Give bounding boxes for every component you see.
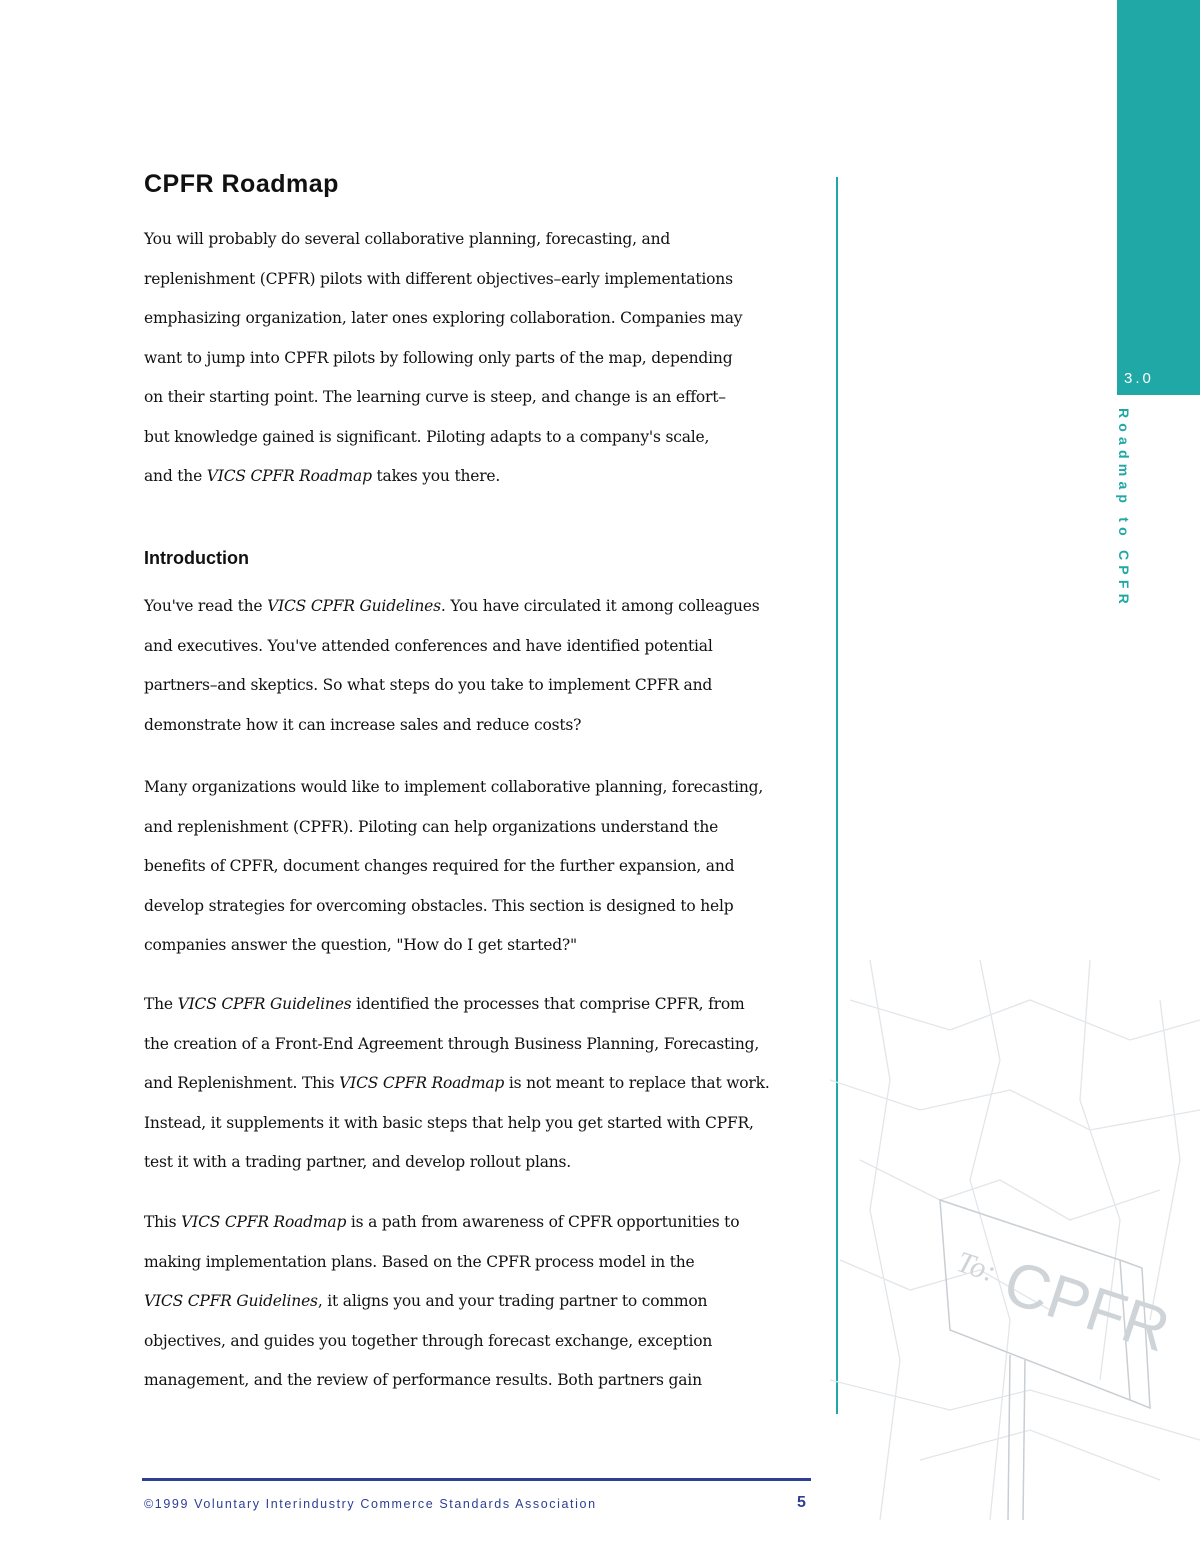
intro-paragraph	[144, 220, 742, 497]
text-line: benefits of CPFR, document changes required for the further expansion, and	[144, 857, 735, 875]
text-segment: is not meant to replace that work.	[504, 1074, 770, 1092]
text-line: emphasizing organization, later ones exploring collaboration. Companies may	[144, 309, 743, 327]
text-line: making implementation plans. Based on the CPFR process model in the	[144, 1252, 695, 1271]
page-number: 5	[797, 1494, 806, 1511]
text-line	[144, 1064, 770, 1104]
text-line: demonstrate how it can increase sales and reduce costs?	[144, 715, 582, 734]
text-segment: The	[144, 995, 178, 1013]
text-line: replenishment (CPFR) pilots with different objectives–early implementations	[144, 269, 733, 288]
text-line	[144, 1203, 739, 1243]
text-line: and executives. You've attended conferences and have identified potential	[144, 636, 713, 655]
sign-prefix-text: To:	[952, 1245, 1001, 1289]
text-line	[144, 1282, 739, 1322]
text-line: objectives, and guides you together through forecast exchange, exception	[144, 1331, 713, 1350]
text-line: You will probably do several collaborative planning, forecasting, and	[144, 230, 671, 248]
text-line	[144, 457, 742, 497]
text-line	[144, 985, 770, 1025]
text-segment: You have circulated it among colleagues	[445, 597, 760, 615]
text-segment: You've read the	[144, 597, 268, 615]
text-line: Many organizations would like to implement collaborative planning, forecasting,	[144, 778, 764, 796]
footer-rule	[142, 1478, 811, 1481]
italic-title: VICS CPFR Guidelines	[144, 1292, 318, 1310]
italic-title: VICS CPFR Guidelines	[177, 995, 352, 1013]
italic-title: VICS CPFR Roadmap	[206, 467, 372, 485]
paragraph-4	[144, 985, 770, 1183]
text-segment: takes you there.	[371, 467, 501, 485]
text-line: companies answer the question, "How do I get started?"	[144, 936, 577, 954]
text-segment: is a path from awareness of CPFR opportunities to	[346, 1213, 740, 1231]
text-segment: identified the processes that comprise CPFR, from	[351, 995, 745, 1013]
paragraph-3	[144, 768, 763, 966]
sign-main-text: CPFR	[995, 1247, 1178, 1366]
text-line	[144, 587, 760, 627]
section-number: 3.0	[1124, 370, 1154, 387]
italic-title: VICS CPFR Roadmap	[339, 1074, 505, 1092]
text-line: management, and the review of performance results. Both partners gain	[144, 1371, 702, 1389]
text-line: test it with a trading partner, and develop rollout plans.	[144, 1153, 572, 1171]
text-line: Instead, it supplements it with basic steps that help you get started with CPFR,	[144, 1113, 754, 1132]
text-line: and replenishment (CPFR). Piloting can help organizations understand the	[144, 817, 719, 836]
page-title: CPFR Roadmap	[144, 170, 339, 198]
text-line: the creation of a Front-End Agreement through Business Planning, Forecasting,	[144, 1034, 760, 1053]
italic-title: VICS CPFR Guidelines.	[267, 597, 446, 615]
map-watermark	[830, 960, 1200, 1520]
paragraph-2	[144, 587, 760, 745]
paragraph-5	[144, 1203, 739, 1401]
text-segment: , it aligns you and your trading partner to common	[317, 1292, 708, 1310]
text-segment: This	[144, 1213, 182, 1231]
section-tab	[1117, 0, 1200, 395]
text-line: but knowledge gained is significant. Piloting adapts to a company's scale,	[144, 427, 710, 446]
text-segment: and the	[144, 467, 207, 485]
section-side-title: Roadmap to CPFR	[1116, 408, 1132, 609]
text-line: on their starting point. The learning curve is steep, and change is an effort–	[144, 388, 726, 406]
text-line: want to jump into CPFR pilots by following only parts of the map, depending	[144, 348, 733, 367]
footer-copyright: ©1999 Voluntary Interindustry Commerce Standards Association	[144, 1497, 597, 1511]
text-segment: and Replenishment. This	[144, 1074, 340, 1092]
text-line: partners–and skeptics. So what steps do you take to implement CPFR and	[144, 676, 713, 694]
main-content	[144, 170, 824, 1389]
section-subheading: Introduction	[144, 548, 249, 568]
italic-title: VICS CPFR Roadmap	[181, 1213, 347, 1231]
text-line: develop strategies for overcoming obstacles. This section is designed to help	[144, 896, 734, 915]
